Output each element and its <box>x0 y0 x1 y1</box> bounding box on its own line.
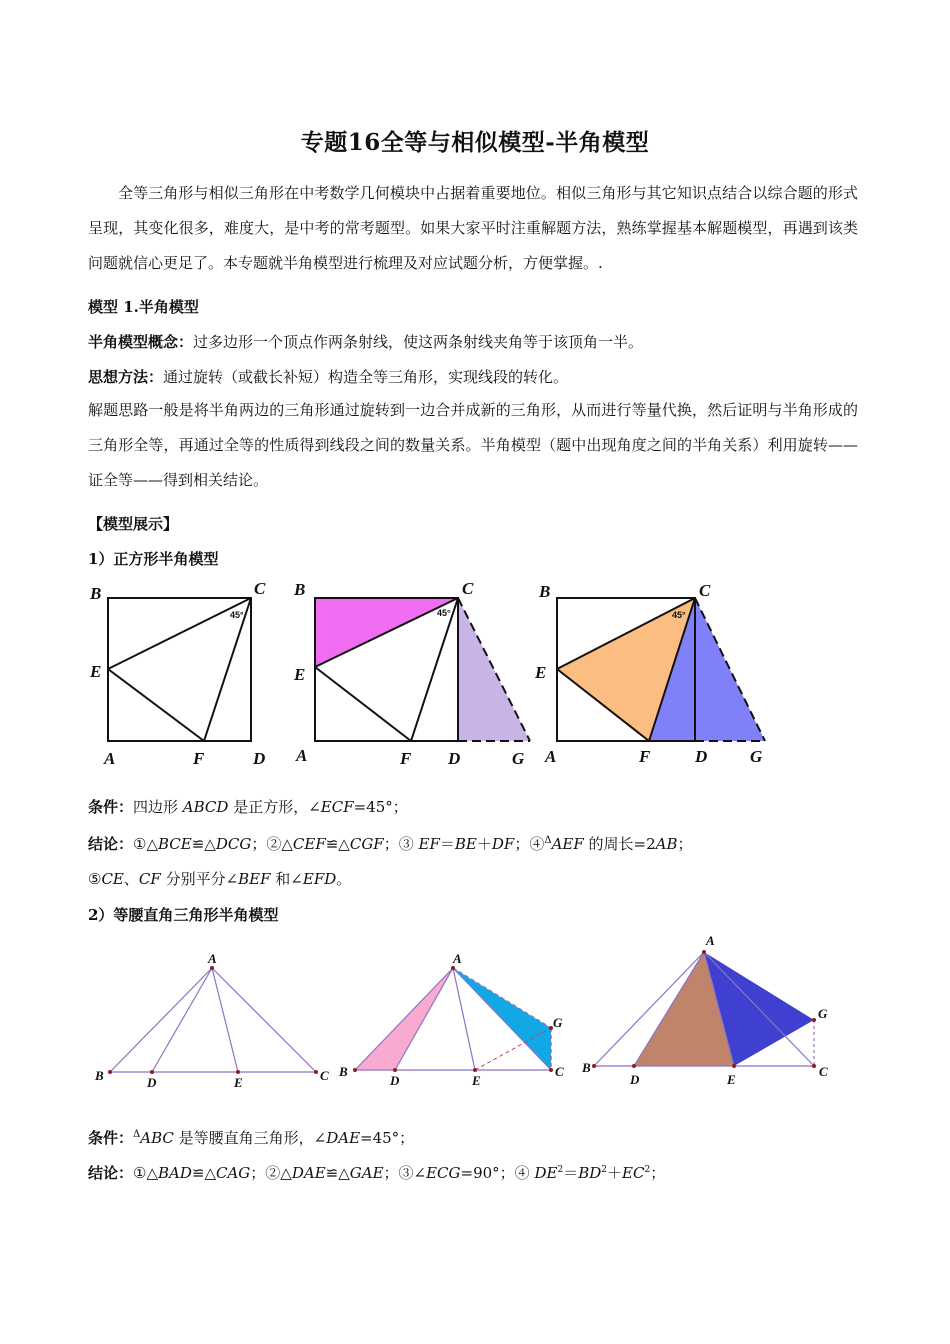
condition-var: ECF <box>320 798 354 816</box>
conclusion-text: ；④ <box>514 835 545 853</box>
rotated-triangle-dcg <box>458 598 530 741</box>
conclusion-var: BAD <box>158 1164 192 1182</box>
conclusion-var: CGF <box>349 835 384 853</box>
label-b: B <box>582 1060 591 1075</box>
square-conclusion <box>88 833 878 854</box>
conclusion-var: EC <box>622 1164 645 1182</box>
isosceles-model-heading: 2）等腰直角三角形半角模型 <box>88 906 279 924</box>
exponent: 2 <box>601 1165 607 1175</box>
conclusion-var: ECG <box>426 1164 461 1182</box>
condition-var: DAE <box>326 1129 361 1147</box>
conclusion-text: ≌△ <box>325 835 350 853</box>
conclusion-var: BCE <box>158 835 192 853</box>
conclusion-var: CF <box>138 870 161 888</box>
conclusion-var: BEF <box>238 870 271 888</box>
conclusion-text: ≌△ <box>191 835 216 853</box>
conclusion-text: ＝ <box>563 1164 579 1182</box>
conclusion-text: ≌△ <box>191 1164 216 1182</box>
square-diagram-1 <box>88 574 278 772</box>
page-title: 专题16全等与相似模型-半角模型 <box>300 129 650 156</box>
isosceles-figure-2 <box>335 948 585 1098</box>
condition-label: 条件： <box>88 798 134 816</box>
condition-text: =45°； <box>353 798 408 816</box>
label-e: E <box>535 663 547 682</box>
square-diagram-3 <box>535 574 785 772</box>
label-g: G <box>512 749 525 768</box>
square-conclusion-2 <box>88 868 878 889</box>
isosceles-diagram-1 <box>90 948 340 1098</box>
conclusion-var: CE <box>101 870 124 888</box>
label-d: D <box>630 1072 640 1087</box>
conclusion-var: CEF <box>292 835 326 853</box>
conclusion-text: ； <box>650 1164 666 1182</box>
angle-label: 45° <box>672 610 686 620</box>
label-b: B <box>95 1068 104 1083</box>
label-e: E <box>90 662 102 681</box>
label-g: G <box>750 747 763 766</box>
label-b: B <box>294 580 306 599</box>
label-e: E <box>727 1072 736 1087</box>
label-c: C <box>320 1068 329 1083</box>
method-label: 思想方法： <box>88 368 164 386</box>
label-f: F <box>639 747 651 766</box>
label-d: D <box>695 747 708 766</box>
conclusion-text: 。 <box>336 870 352 888</box>
model-heading: 模型 1.半角模型 <box>88 298 199 316</box>
label-a: A <box>706 933 715 948</box>
conclusion-label: 结论： <box>88 1164 134 1182</box>
conclusion-text: ①△ <box>133 835 158 853</box>
condition-text: 是正方形，∠ <box>228 798 321 816</box>
method-text: 通过旋转（或截长补短）构造全等三角形，实现线段的转化。 <box>163 368 569 386</box>
square-diagram-2 <box>290 574 540 772</box>
condition-text: 四边形 <box>133 798 183 816</box>
label-a: A <box>208 951 217 966</box>
angle-label: 45° <box>437 608 451 618</box>
label-a: A <box>453 951 462 966</box>
label-d: D <box>390 1073 400 1088</box>
condition-text: =45°； <box>360 1129 415 1147</box>
triangle-symbol: Δ <box>133 1129 141 1140</box>
concept-line <box>88 331 878 352</box>
condition-var: ABCD <box>182 798 229 816</box>
concept-text: 过多边形一个顶点作两条射线，使这两条射线夹角等于该顶角一半。 <box>193 333 644 351</box>
conclusion-text: ；③ <box>383 835 419 853</box>
approach-paragraph: 解题思路一般是将半角两边的三角形通过旋转到一边合并成新的三角形，从而进行等量代换，然后证明与半角形成的三角形全等，再通过全等的性质得到线段之间的数量关系。半角模型（题中出现角度之间的半角关系）利用旋转——证全等——得到相关结论。 <box>88 401 858 489</box>
conclusion-text: ； <box>677 835 693 853</box>
label-a: A <box>296 746 308 765</box>
conclusion-text: ①△ <box>133 1164 158 1182</box>
label-b: B <box>90 584 102 603</box>
conclusion-var: DCG <box>215 835 252 853</box>
conclusion-var: DAE <box>291 1164 326 1182</box>
condition-var: ABC <box>140 1129 174 1147</box>
exponent: 2 <box>557 1165 564 1175</box>
condition-text: 是等腰直角三角形，∠ <box>173 1129 327 1147</box>
label-b: B <box>339 1064 348 1079</box>
conclusion-var: DE <box>534 1164 558 1182</box>
display-heading: 【模型展示】 <box>88 515 179 533</box>
label-c: C <box>555 1064 564 1079</box>
label-c: C <box>254 579 266 598</box>
conclusion-var: DF <box>491 835 515 853</box>
isosceles-diagram-3 <box>582 928 842 1096</box>
label-f: F <box>400 749 412 768</box>
conclusion-var: AB <box>655 835 678 853</box>
label-c: C <box>462 579 474 598</box>
exponent: 2 <box>644 1165 651 1175</box>
label-a: A <box>104 749 116 768</box>
label-b: B <box>539 582 551 601</box>
isosceles-figure-1 <box>90 948 340 1098</box>
conclusion-text: ；②△ <box>250 1164 292 1182</box>
conclusion-text: ＝ <box>439 835 455 853</box>
square-model-heading: 1）正方形半角模型 <box>88 550 219 568</box>
label-d: D <box>448 749 461 768</box>
isosceles-diagram-2 <box>335 948 585 1098</box>
square-condition <box>88 796 878 817</box>
conclusion-text: 和∠ <box>270 870 303 888</box>
conclusion-label: 结论： <box>88 835 134 853</box>
label-g: G <box>553 1015 563 1030</box>
conclusion-var: AEF <box>551 835 584 853</box>
conclusion-text: ≌△ <box>325 1164 350 1182</box>
square-figure-3 <box>535 574 785 772</box>
conclusion-var: BD <box>578 1164 602 1182</box>
label-f: F <box>193 749 205 768</box>
isosceles-conclusion <box>88 1162 878 1183</box>
triangle-symbol: Δ <box>544 835 552 846</box>
condition-label: 条件： <box>88 1129 134 1147</box>
conclusion-text: ＋ <box>607 1164 623 1182</box>
label-d: D <box>147 1075 157 1090</box>
conclusion-text: 分别平分∠ <box>160 870 239 888</box>
conclusion-text: 、 <box>123 870 139 888</box>
label-a: A <box>545 747 557 766</box>
label-e: E <box>234 1075 243 1090</box>
conclusion-text: 的周长=2 <box>583 835 656 853</box>
conclusion-var: EFD <box>302 870 337 888</box>
concept-label: 半角模型概念： <box>88 333 194 351</box>
label-e: E <box>472 1073 481 1088</box>
isosceles-condition <box>88 1127 878 1148</box>
conclusion-text: =90°；④ <box>460 1164 535 1182</box>
conclusion-var: BE <box>454 835 477 853</box>
label-c: C <box>699 581 711 600</box>
label-e: E <box>294 665 306 684</box>
method-line <box>88 366 878 387</box>
conclusion-text: ；②△ <box>251 835 293 853</box>
isosceles-figure-3 <box>582 928 842 1096</box>
square-figure-1 <box>88 574 278 772</box>
label-c: C <box>819 1064 828 1079</box>
conclusion-var: EF <box>418 835 440 853</box>
conclusion-text: ＋ <box>476 835 492 853</box>
label-d: D <box>253 749 266 768</box>
intro-paragraph: 全等三角形与相似三角形在中考数学几何模块中占据着重要地位。相似三角形与其它知识点结合以综合题的形式呈现，其变化很多，难度大，是中考的常考题型。如果大家平时注重解题方法，熟练掌握基本解题模型，再遇到该类问题就信心更足了。本专题就半角模型进行梳理及对应试题分析，方便掌握。. <box>88 184 858 272</box>
conclusion-var: GAE <box>349 1164 384 1182</box>
angle-label: 45° <box>230 610 244 620</box>
conclusion-text: ；③∠ <box>383 1164 427 1182</box>
conclusion-text: ⑤ <box>88 870 102 888</box>
square-figure-2 <box>290 574 540 772</box>
conclusion-var: CAG <box>216 1164 251 1182</box>
label-g: G <box>818 1006 828 1021</box>
